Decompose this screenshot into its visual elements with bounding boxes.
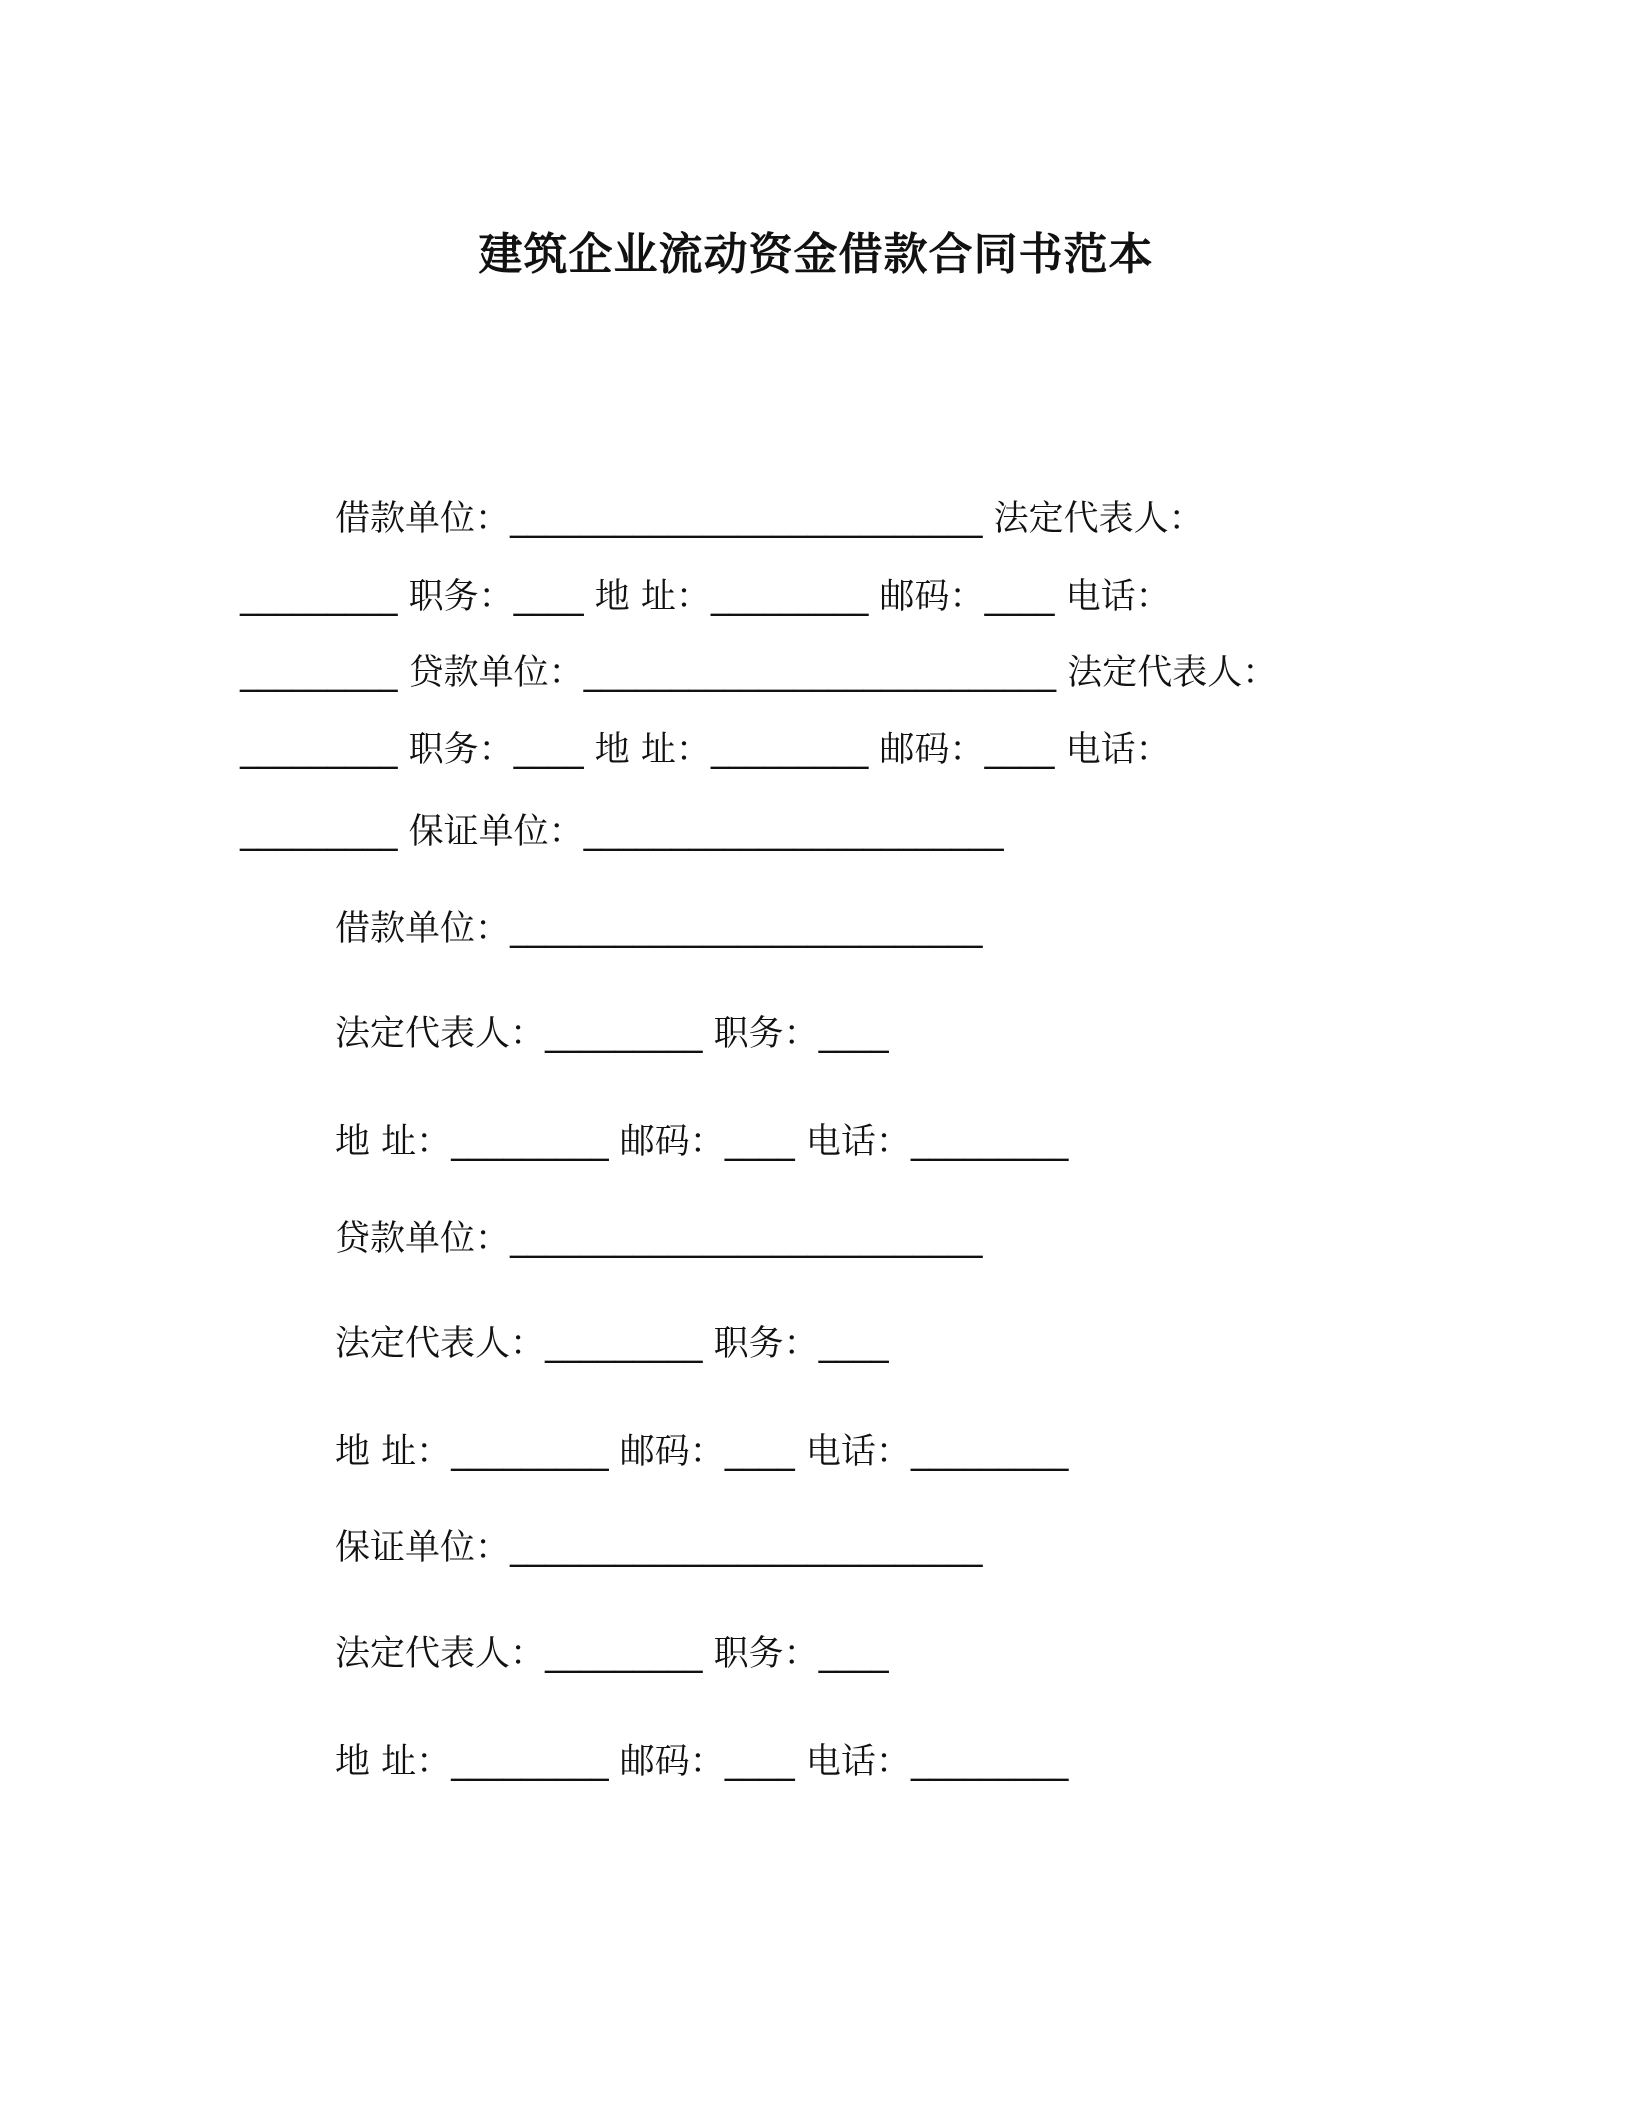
paragraph-line-4: _________ 职务：____ 地 址：_________ 邮码：____ 电话： [240, 730, 1171, 770]
lender-representative-line: 法定代表人：_________ 职务：____ [335, 1324, 889, 1364]
borrower-representative-line: 法定代表人：_________ 职务：____ [335, 1014, 889, 1054]
document-title: 建筑企业流动资金借款合同书范本 [478, 229, 1154, 280]
paragraph-line-5: _________ 保证单位：________________________ [240, 812, 1004, 852]
borrower-address-line: 地 址：_________ 邮码：____ 电话：_________ [335, 1122, 1069, 1162]
paragraph-line-2: _________ 职务：____ 地 址：_________ 邮码：____ 电话： [240, 577, 1171, 617]
guarantor-address-line: 地 址：_________ 邮码：____ 电话：_________ [335, 1742, 1069, 1782]
guarantor-unit-line: 保证单位：___________________________ [335, 1528, 983, 1568]
borrower-unit-line: 借款单位：___________________________ [335, 909, 983, 949]
paragraph-line-3: _________ 贷款单位：___________________________ 法定代表人： [240, 653, 1278, 693]
lender-address-line: 地 址：_________ 邮码：____ 电话：_________ [335, 1432, 1069, 1472]
lender-unit-line: 贷款单位：___________________________ [335, 1219, 983, 1259]
guarantor-representative-line: 法定代表人：_________ 职务：____ [335, 1634, 889, 1674]
paragraph-line-1: 借款单位：___________________________ 法定代表人： [335, 499, 1204, 539]
